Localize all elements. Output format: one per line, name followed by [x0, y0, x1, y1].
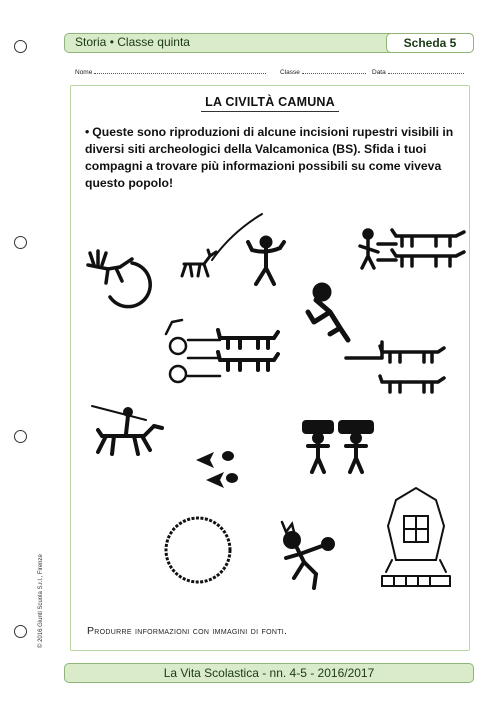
hut-building-illustration — [376, 486, 456, 590]
binder-hole-4 — [14, 625, 27, 638]
name-field[interactable] — [75, 67, 266, 76]
instruction-bullet: • — [85, 125, 90, 139]
sheet-tab: Scheda 5 — [386, 33, 474, 53]
date-label: Data — [372, 69, 386, 76]
animal-group-illustration — [342, 338, 446, 402]
binder-hole-3 — [14, 430, 27, 443]
source-caption: Produrre informazioni con immagini di fonti. — [87, 625, 288, 637]
title-underline — [201, 111, 339, 112]
instruction-body: Queste sono riproduzioni di alcune incisioni rupestri visibili in diversi siti archeologici della Valcamonica (BS). Sfida i tuoi compagni a trovare più informazioni possibili su come viveva questo popolo! — [85, 125, 454, 190]
subject-label: Storia — [75, 35, 107, 49]
footer-bar: La Vita Scolastica - nn. 4-5 - 2016/2017 — [64, 663, 474, 683]
class-label: Classe — [280, 69, 300, 76]
arrowheads-illustration — [192, 446, 242, 486]
name-label: Nome — [75, 69, 93, 76]
horse-rider-illustration — [88, 400, 168, 466]
figure-bending-illustration — [300, 282, 360, 344]
sun-circle-illustration — [160, 512, 236, 588]
cart-with-oxen-illustration — [158, 318, 278, 390]
header-bar — [64, 33, 474, 53]
plough-with-oxen-illustration — [356, 222, 466, 282]
class-level-label: Classe quinta — [117, 35, 190, 49]
header-separator: • — [109, 35, 114, 49]
page-title: LA CIVILTÀ CAMUNA — [205, 95, 335, 109]
instruction-text — [85, 124, 457, 192]
header-subject — [75, 35, 190, 49]
hunter-with-bow-illustration — [212, 212, 292, 290]
copyright-notice: © 2016 Giunti Scuola S.r.l., Firenze — [38, 554, 44, 648]
binder-hole-1 — [14, 40, 27, 53]
binder-hole-2 — [14, 236, 27, 249]
warriors-with-shields-illustration — [300, 418, 380, 476]
class-field[interactable] — [280, 67, 366, 76]
date-field[interactable] — [372, 67, 464, 76]
deer-in-circle-illustration — [80, 243, 150, 305]
dancing-figure-illustration — [270, 518, 346, 594]
